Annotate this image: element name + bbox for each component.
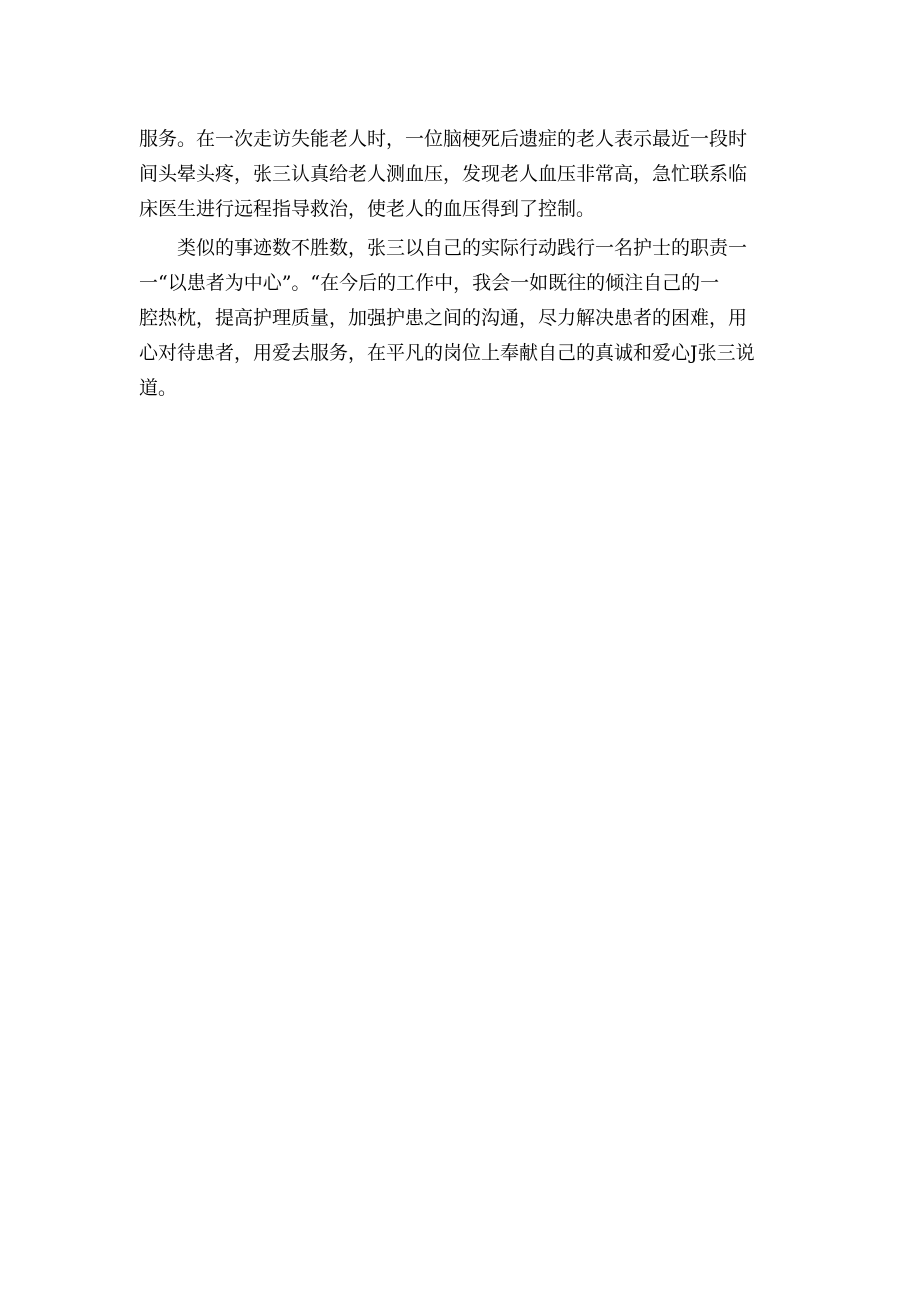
text-line: 床医生进行远程指导救治，使老人的血压得到了控制。 xyxy=(139,198,596,220)
text-line: 一“以患者为中心”。“在今后的工作中，我会一如既往的倾注自己的一 xyxy=(139,272,720,294)
text-line: 类似的事迹数不胜数，张三以自己的实际行动践行一名护士的职责一 xyxy=(177,237,748,259)
text-line: 心对待患者，用爱去服务，在平凡的岗位上奉献自己的真诚和爱心J张三说 xyxy=(139,342,755,364)
document-body xyxy=(139,122,799,410)
text-line: 道。 xyxy=(139,377,178,399)
text-line: 服务。在一次走访失能老人时，一位脑梗死后遗症的老人表示最近一段时 xyxy=(139,128,748,150)
paragraph-2 xyxy=(139,231,799,406)
text-line: 腔热枕，提高护理质量，加强护患之间的沟通，尽力解决患者的困难，用 xyxy=(139,307,748,329)
text-line: 间头晕头疼，张三认真给老人测血压，发现老人血压非常高，急忙联系临 xyxy=(139,163,748,185)
paragraph-1 xyxy=(139,122,799,227)
